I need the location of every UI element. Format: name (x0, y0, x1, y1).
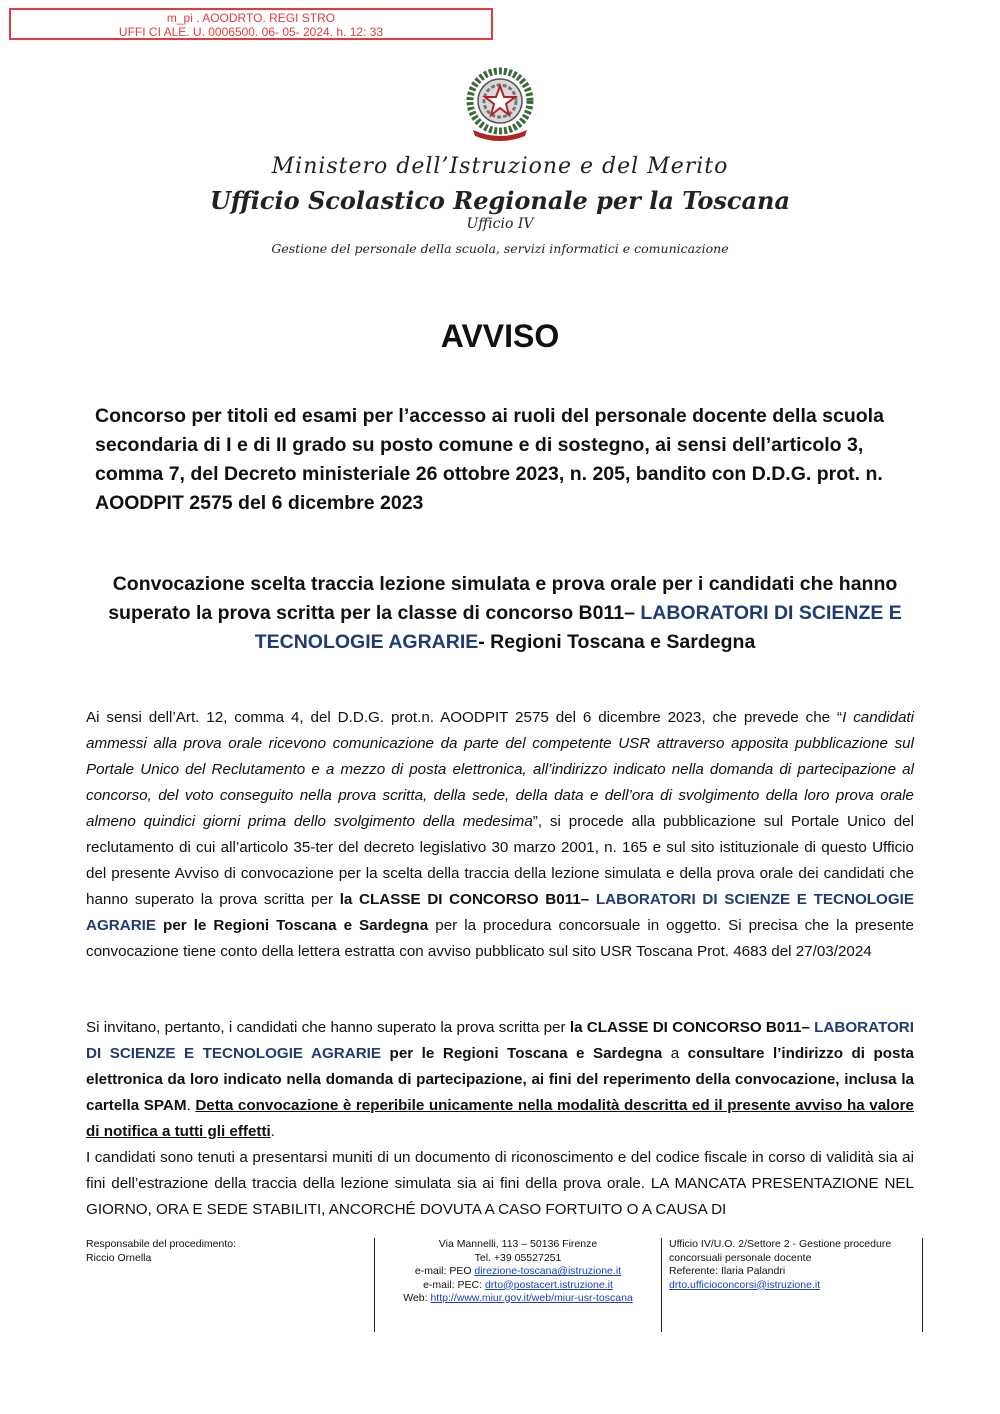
p2-mid: a (662, 1045, 688, 1062)
footer-office-email-link[interactable]: drto.ufficioconcorsi@istruzione.it (669, 1278, 821, 1291)
p1-bold-class-name: LABORATORI DI SCIENZE E TECNOLOGIE AGRARIE (86, 891, 915, 934)
footer-phone: Tel. +39 05527251 (474, 1251, 562, 1264)
italian-republic-emblem-icon (455, 58, 545, 148)
stamp-line-1: m_pi . AOODRTO. REGI STRO (166, 11, 336, 25)
stamp-line-2: UFFI CI ALE. U. 0006500. 06- 05- 2024. h. 12: 33 (118, 25, 384, 39)
p2-sep: . (186, 1097, 196, 1114)
footer-responsible-label: Responsabile del procedimento: (86, 1238, 237, 1250)
convocation-title-part-2: - Regioni Toscana e Sardegna (478, 631, 756, 653)
footer-address: Via Mannelli, 113 – 50136 Firenze (438, 1238, 598, 1250)
footer-office (669, 1238, 923, 1332)
page-title: AVVISO (440, 318, 560, 354)
regional-office-name: Ufficio Scolastico Regionale per la Toscana (209, 186, 791, 215)
p2-end: . (270, 1123, 276, 1140)
body-paragraph-3: I candidati sono tenuti a presentarsi muniti di un documento di riconoscimento e del codice fiscale in corso di validità sia ai fini dell’estrazione della traccia della lezione simulata sia ai fini della prova orale. LA MANCATA PRESENTAZIONE NEL GIORNO, ORA E SEDE STABILITI, ANCORCHÉ DOVUTA A CASO FORTUITO O A CAUSA DI (86, 1149, 914, 1218)
footer-peo-link[interactable]: direzione-toscana@istruzione.it (474, 1265, 622, 1277)
subject-title: Concorso per titoli ed esami per l’accesso ai ruoli del personale docente della scuola secondaria di I e di II grado su posto comune e di sostegno, ai sensi dell’articolo 3, comma 7, del Decreto ministeriale 26 ottobre 2023, n. 205, bandito con D.D.G. prot. n. AOODPIT 2575 del 6 dicembre 2023 (95, 405, 884, 514)
footer-web-link[interactable]: http://www.miur.gov.it/web/miur-usr-toscana (430, 1292, 633, 1304)
office-number: Ufficio IV (466, 216, 534, 232)
footer-contacts (374, 1238, 662, 1332)
ministry-name: Ministero dell’Istruzione e del Merito (271, 154, 729, 179)
convocation-title-class-name: LABORATORI DI SCIENZE E TECNOLOGIE AGRARIE (254, 602, 902, 653)
footer-pec-row (375, 1279, 661, 1293)
p2-bold-class: la CLASSE DI CONCORSO B011– (569, 1019, 815, 1036)
footer-office-line-2: concorsuali personale docente (669, 1251, 812, 1264)
footer-web-label: Web: (403, 1292, 431, 1304)
footer-web-row (375, 1292, 661, 1306)
p1-intro: Ai sensi dell’Art. 12, comma 4, del D.D.G. prot.n. AOODPIT 2575 del 6 dicembre 2023, che prevede che “ (86, 709, 843, 726)
convocation-title-part-1: Convocazione scelta traccia lezione simulata e prova orale per i candidati che hanno superato la prova scritta per la classe di concorso B011– (108, 573, 898, 624)
p2-notice: Detta convocazione è reperibile unicamente nella modalità descritta ed il presente avviso ha valore di notifica a tutti gli effetti (86, 1097, 914, 1140)
footer-peo-label: e-mail: PEO (414, 1265, 475, 1277)
p1-rest: per la procedura concorsuale in oggetto. Si precisa che la presente convocazione tiene conto della lettera estratta con avviso pubblicato sul sito USR Toscana Prot. 4683 del 27/03/2024 (86, 917, 914, 960)
convocation-title (95, 570, 915, 657)
body-paragraph-1 (86, 705, 914, 965)
protocol-stamp (9, 8, 493, 40)
office-description: Gestione del personale della scuola, servizi informatici e comunicazione (271, 241, 729, 256)
footer-pec-link[interactable]: drto@postacert.istruzione.it (484, 1278, 613, 1291)
footer-pec-label: e-mail: PEC: (423, 1278, 485, 1291)
body-paragraph-2 (86, 1015, 914, 1145)
p2-bold-regions: per le Regioni Toscana e Sardegna (381, 1045, 663, 1062)
p2-intro: Si invitano, pertanto, i candidati che hanno superato la prova scritta per (86, 1019, 570, 1036)
footer-peo-row (375, 1265, 661, 1279)
p1-after-quote: ”, si procede alla pubblicazione sul Portale Unico del reclutamento di cui all’articolo 35-ter del decreto legislativo 30 marzo 2001, n. 165 e sul sito istituzionale di questo Ufficio del presente Avviso di convocazione per la scelta della traccia della lezione simulata e della prova orale dei candidati che hanno superato la prova scritta per (86, 813, 914, 908)
footer-responsible-name: Riccio Ornella (86, 1251, 152, 1264)
p1-bold-class: la CLASSE DI CONCORSO B011– (339, 891, 596, 908)
p1-quote: I candidati ammessi alla prova orale ricevono comunicazione da parte del competente USR attraverso apposita pubblicazione sul Portale Unico del Reclutamento e a mezzo di posta elettronica, all’indirizzo indicato nella domanda di partecipazione al concorso, del voto conseguito nella prova scritta, della sede, della data e dell’ora di svolgimento della loro prova orale almeno quindici giorni prima dello svolgimento della medesima (86, 709, 915, 830)
p2-bold-class-name: LABORATORI DI SCIENZE E TECNOLOGIE AGRARIE (86, 1019, 914, 1062)
p2-bold-instruction: consultare l’indirizzo di posta elettronica da loro indicato nella domanda di partecipazione, ai fini del reperimento della convocazione, inclusa la cartella SPAM (86, 1045, 914, 1114)
footer-responsible (86, 1238, 371, 1332)
footer-office-referent: Referente: Ilaria Palandri (669, 1265, 786, 1277)
footer-office-line-1: Ufficio IV/U.O. 2/Settore 2 - Gestione procedure (669, 1238, 892, 1250)
p1-bold-regions: per le Regioni Toscana e Sardegna (156, 917, 429, 934)
